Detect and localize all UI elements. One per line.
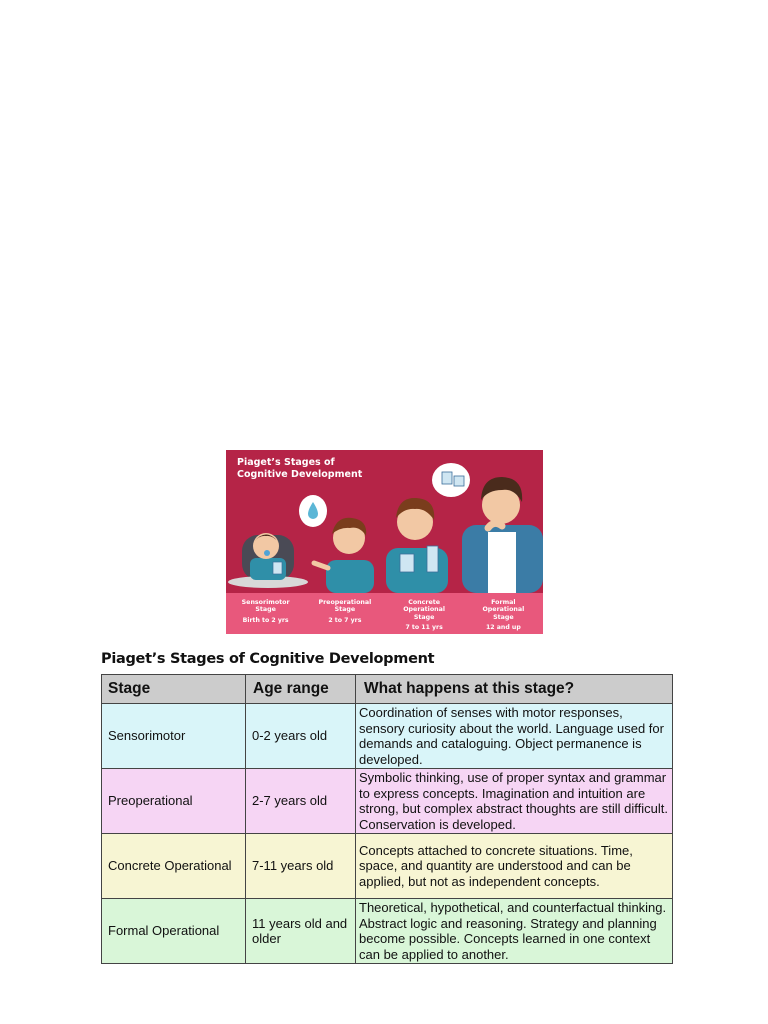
stage-strip xyxy=(226,593,543,634)
stage-age: 7 to 11 yrs xyxy=(405,624,443,632)
stage-label-preoperational xyxy=(305,593,384,634)
stage-name: Preoperational Stage xyxy=(318,599,372,614)
glass-icon xyxy=(427,546,438,572)
stage-name: Concrete Operational Stage xyxy=(403,599,446,621)
stage-age: 2 to 7 yrs xyxy=(328,616,362,624)
stage-age: Birth to 2 yrs xyxy=(242,616,289,624)
table-header-row xyxy=(102,675,673,704)
age-cell: 2-7 years old xyxy=(246,769,356,834)
column-header-age: Age range xyxy=(246,675,356,704)
column-header-stage: Stage xyxy=(102,675,246,704)
stage-cell: Preoperational xyxy=(102,769,246,834)
stage-label-formal xyxy=(464,593,543,634)
cup-icon xyxy=(442,472,452,484)
stage-label-concrete xyxy=(385,593,464,634)
stage-cell: Sensorimotor xyxy=(102,704,246,769)
child-3-body xyxy=(386,548,448,593)
stage-label-sensorimotor xyxy=(226,593,305,634)
cup-icon xyxy=(454,476,464,486)
glass-icon xyxy=(400,554,414,572)
stages-table xyxy=(101,674,673,964)
stage-cell: Concrete Operational xyxy=(102,834,246,899)
age-cell: 0-2 years old xyxy=(246,704,356,769)
child-2-body xyxy=(326,560,374,593)
stage-name: Sensorimotor Stage xyxy=(241,599,290,614)
pacifier-icon xyxy=(264,550,270,556)
column-header-what: What happens at this stage? xyxy=(356,675,673,704)
description-cell: Coordination of senses with motor responses, sensory curiosity about the world. Language used for demands and cataloguing. Object permanence is developed. xyxy=(356,704,673,769)
table-row xyxy=(102,834,673,899)
table-row xyxy=(102,769,673,834)
stages-illustration xyxy=(226,450,543,634)
age-cell: 11 years old and older xyxy=(246,899,356,964)
table-row xyxy=(102,899,673,964)
stage-age: 12 and up xyxy=(485,624,521,632)
description-cell: Theoretical, hypothetical, and counterfactual thinking. Abstract logic and reasoning. Strategy and planning become possible. Concepts learned in one context can be applied to another. xyxy=(356,899,673,964)
age-cell: 7-11 years old xyxy=(246,834,356,899)
description-cell: Concepts attached to concrete situations. Time, space, and quantity are understood and can be applied, but not as independent concepts. xyxy=(356,834,673,899)
table-row xyxy=(102,704,673,769)
stage-name: Formal Operational Stage xyxy=(482,599,525,621)
description-cell: Symbolic thinking, use of proper syntax and grammar to express concepts. Imagination and intuition are strong, but complex abstract thoughts are still difficult. Conservation is developed. xyxy=(356,769,673,834)
section-heading: Piaget’s Stages of Cognitive Development xyxy=(101,651,435,667)
illustration-title: Piaget’s Stages of Cognitive Development xyxy=(237,457,363,480)
stage-cell: Formal Operational xyxy=(102,899,246,964)
